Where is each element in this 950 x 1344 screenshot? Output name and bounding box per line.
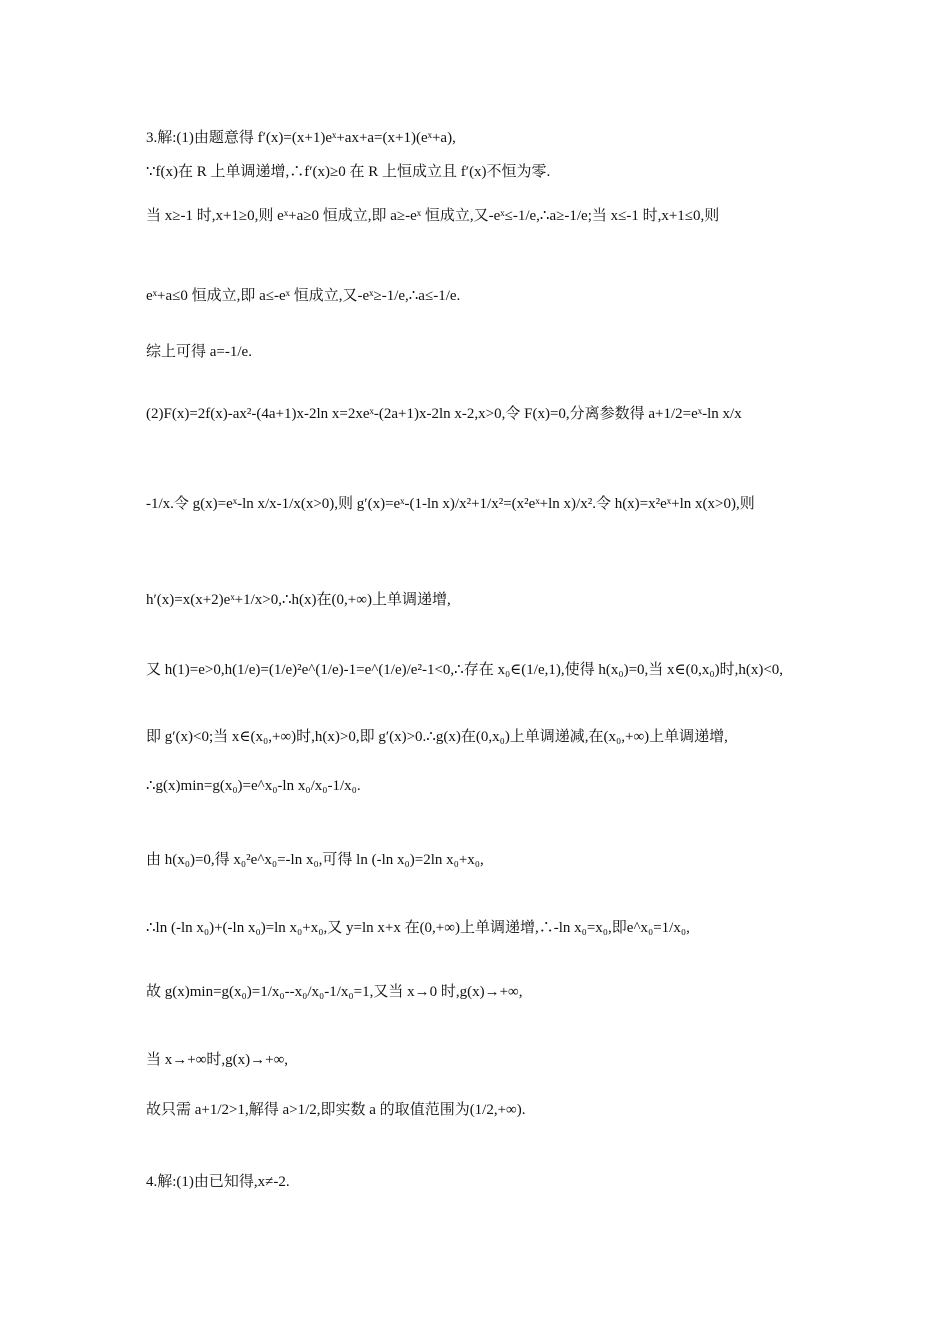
line-5: 综上可得 a=-1/e.: [146, 344, 252, 360]
line-2: ∵f(x)在 R 上单调递增,∴f′(x)≥0 在 R 上恒成立且 f′(x)不恒为零.: [146, 164, 551, 180]
line-9: 又 h(1)=e>0,h(1/e)=(1/e)²e^(1/e)-1=e^(1/e)/e²-1<0,∴存在 x₀∈(1/e,1),使得 h(x₀)=0,当 x∈(0,x₀)时,h(x)<0,: [146, 662, 784, 678]
line-8: h′(x)=x(x+2)eˣ+1/x>0,∴h(x)在(0,+∞)上单调递增,: [146, 592, 451, 608]
line-1: 3.解:(1)由题意得 f′(x)=(x+1)eˣ+ax+a=(x+1)(eˣ+a),: [146, 130, 456, 146]
line-7: -1/x.令 g(x)=eˣ-ln x/x-1/x(x>0),则 g′(x)=eˣ-(1-ln x)/x²+1/x²=(x²eˣ+ln x)/x².令 h(x)=x²eˣ+ln x(x>0),则: [146, 496, 755, 512]
line-16: 故只需 a+1/2>1,解得 a>1/2,即实数 a 的取值范围为(1/2,+∞).: [146, 1102, 526, 1118]
line-6: (2)F(x)=2f(x)-ax²-(4a+1)x-2ln x=2xeˣ-(2a+1)x-2ln x-2,x>0,令 F(x)=0,分离参数得 a+1/2=eˣ-ln x/x: [146, 406, 742, 422]
line-14: 故 g(x)min=g(x₀)=1/x₀--x₀/x₀-1/x₀=1,又当 x→0 时,g(x)→+∞,: [146, 984, 523, 1000]
line-3: 当 x≥-1 时,x+1≥0,则 eˣ+a≥0 恒成立,即 a≥-eˣ 恒成立,又-eˣ≤-1/e,∴a≥-1/e;当 x≤-1 时,x+1≤0,则: [146, 208, 720, 224]
line-15: 当 x→+∞时,g(x)→+∞,: [146, 1052, 289, 1068]
line-11: ∴g(x)min=g(x₀)=e^x₀-ln x₀/x₀-1/x₀.: [146, 778, 361, 794]
line-4: eˣ+a≤0 恒成立,即 a≤-eˣ 恒成立,又-eˣ≥-1/e,∴a≤-1/e.: [146, 288, 461, 304]
line-12: 由 h(x₀)=0,得 x₀²e^x₀=-ln x₀,可得 ln (-ln x₀)=2ln x₀+x₀,: [146, 852, 484, 868]
line-10: 即 g′(x)<0;当 x∈(x₀,+∞)时,h(x)>0,即 g′(x)>0.∴g(x)在(0,x₀)上单调递减,在(x₀,+∞)上单调递增,: [146, 729, 728, 745]
line-13: ∴ln (-ln x₀)+(-ln x₀)=ln x₀+x₀,又 y=ln x+x 在(0,+∞)上单调递增,∴-ln x₀=x₀,即e^x₀=1/x₀,: [146, 920, 690, 936]
line-17: 4.解:(1)由已知得,x≠-2.: [146, 1174, 290, 1190]
